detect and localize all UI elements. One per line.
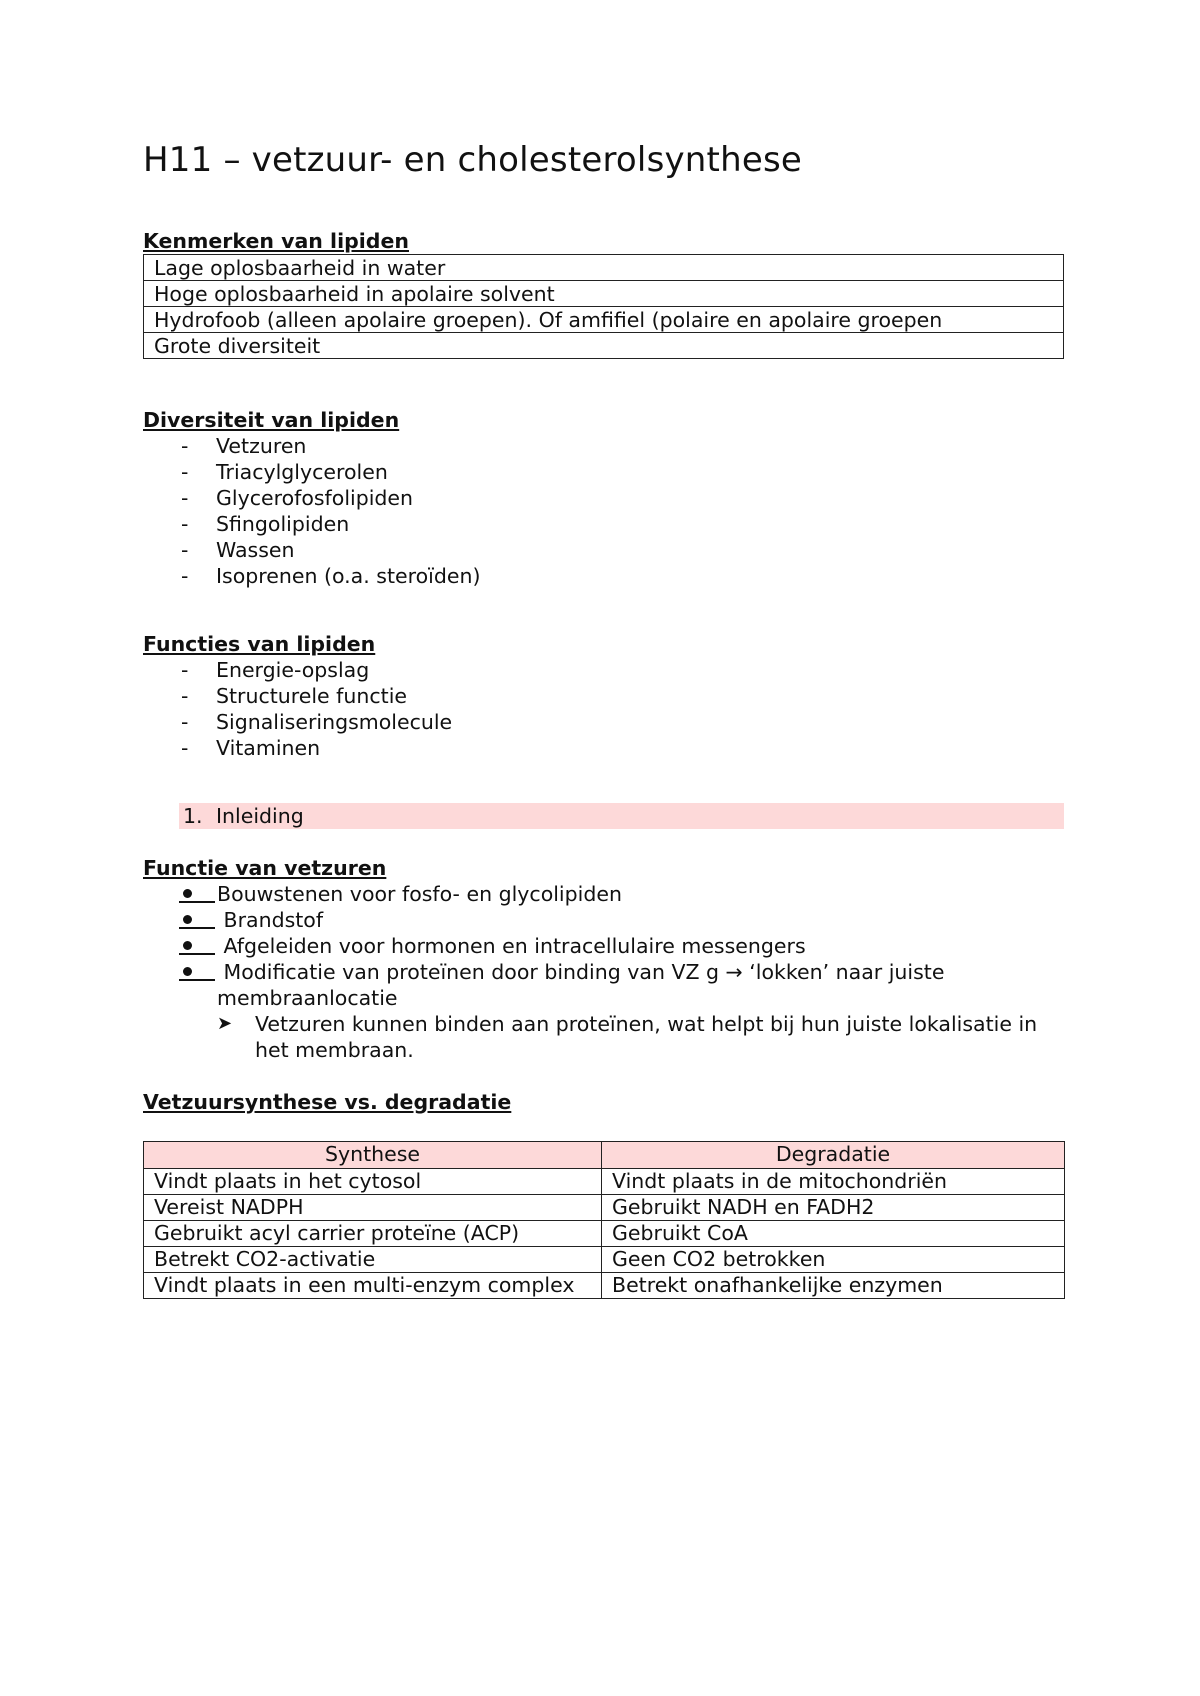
list-item: - Isoprenen (o.a. steroïden) [181, 564, 481, 588]
heading-kenmerken: Kenmerken van lipiden [143, 229, 409, 253]
table-row [144, 333, 1064, 359]
list-item: - Glycerofosfolipiden [181, 486, 414, 510]
table-row [144, 1195, 1065, 1221]
list-item-text: Structurele functie [216, 684, 408, 708]
diversiteit-list [181, 433, 480, 589]
list-item: - Triacylglycerolen [181, 460, 388, 484]
list-item-text: Vetzuren [216, 434, 307, 458]
sub-list-item-text: Vetzuren kunnen binden aan proteïnen, wat helpt bij hun juiste lokalisatie in het membraan. [255, 1012, 1038, 1062]
table-row [144, 1221, 1065, 1247]
section-inleiding [179, 803, 1064, 829]
table-cell: Betrekt onafhankelijke enzymen [602, 1273, 1065, 1299]
kenmerken-table [143, 254, 1064, 359]
list-item [179, 907, 1059, 933]
heading-vergelijking: Vetzuursynthese vs. degradatie [143, 1090, 512, 1114]
table-cell: Gebruikt acyl carrier proteïne (ACP) [144, 1221, 602, 1247]
list-item-text: Afgeleiden voor hormonen en intracellulaire messengers [217, 934, 806, 958]
table-cell: Vindt plaats in een multi-enzym complex [144, 1273, 602, 1299]
column-header-synthese: Synthese [144, 1142, 602, 1169]
heading-diversiteit: Diversiteit van lipiden [143, 408, 400, 432]
table-row [144, 1247, 1065, 1273]
table-cell: Hydrofoob (alleen apolaire groepen). Of amfifiel (polaire en apolaire groepen [144, 307, 1064, 333]
table-cell: Grote diversiteit [144, 333, 1064, 359]
table-row [144, 1169, 1065, 1195]
list-item-text: Glycerofosfolipiden [216, 486, 414, 510]
list-item: - Structurele functie [181, 684, 408, 708]
table-cell: Geen CO2 betrokken [602, 1247, 1065, 1273]
table-cell: Vindt plaats in het cytosol [144, 1169, 602, 1195]
list-item-text: Signaliseringsmolecule [216, 710, 453, 734]
arrowhead-bullet-icon: ➤ [217, 1013, 233, 1034]
list-item: - Wassen [181, 538, 295, 562]
table-row [144, 281, 1064, 307]
table-row [144, 307, 1064, 333]
list-item [179, 933, 1059, 959]
bullet-icon [179, 881, 215, 907]
heading-functies: Functies van lipiden [143, 632, 376, 656]
section-number: 1. [183, 804, 203, 828]
table-cell: Vereist NADPH [144, 1195, 602, 1221]
list-item: - Vetzuren [181, 434, 307, 458]
table-row [144, 255, 1064, 281]
page-title: H11 – vetzuur- en cholesterolsynthese [143, 140, 802, 180]
table-cell: Lage oplosbaarheid in water [144, 255, 1064, 281]
table-header-row [144, 1142, 1065, 1169]
list-item-text: Bouwstenen voor fosfo- en glycolipiden [217, 882, 622, 906]
bullet-icon [179, 959, 215, 985]
list-item-text: Isoprenen (o.a. steroïden) [216, 564, 481, 588]
list-item-text: Sfingolipiden [216, 512, 350, 536]
bullet-icon [179, 933, 215, 959]
table-cell: Gebruikt NADH en FADH2 [602, 1195, 1065, 1221]
list-item: - Energie-opslag [181, 658, 370, 682]
table-cell: Hoge oplosbaarheid in apolaire solvent [144, 281, 1064, 307]
list-item: - Vitaminen [181, 736, 321, 760]
functies-list [181, 657, 452, 761]
table-cell: Vindt plaats in de mitochondriën [602, 1169, 1065, 1195]
sub-list-item [217, 1011, 1059, 1063]
list-item [179, 881, 1059, 907]
table-cell: Gebruikt CoA [602, 1221, 1065, 1247]
synthese-degradatie-table [143, 1141, 1065, 1299]
list-item-text: Energie-opslag [216, 658, 370, 682]
list-item: - Sfingolipiden [181, 512, 350, 536]
list-item-text: Vitaminen [216, 736, 321, 760]
functie-vetzuren-list [179, 881, 1059, 1063]
heading-functie-vetzuren: Functie van vetzuren [143, 856, 387, 880]
list-item-text: Modificatie van proteïnen door binding van VZ g → ‘lokken’ naar juiste membraanlocatie [217, 960, 951, 1010]
list-item-text: Brandstof [217, 908, 324, 932]
column-header-degradatie: Degradatie [602, 1142, 1065, 1169]
list-item-text: Wassen [216, 538, 295, 562]
bullet-icon [179, 907, 215, 933]
list-item [179, 959, 1059, 1063]
list-item: - Signaliseringsmolecule [181, 710, 453, 734]
table-cell: Betrekt CO2-activatie [144, 1247, 602, 1273]
section-label: Inleiding [216, 804, 304, 828]
list-item-text: Triacylglycerolen [216, 460, 388, 484]
table-row [144, 1273, 1065, 1299]
